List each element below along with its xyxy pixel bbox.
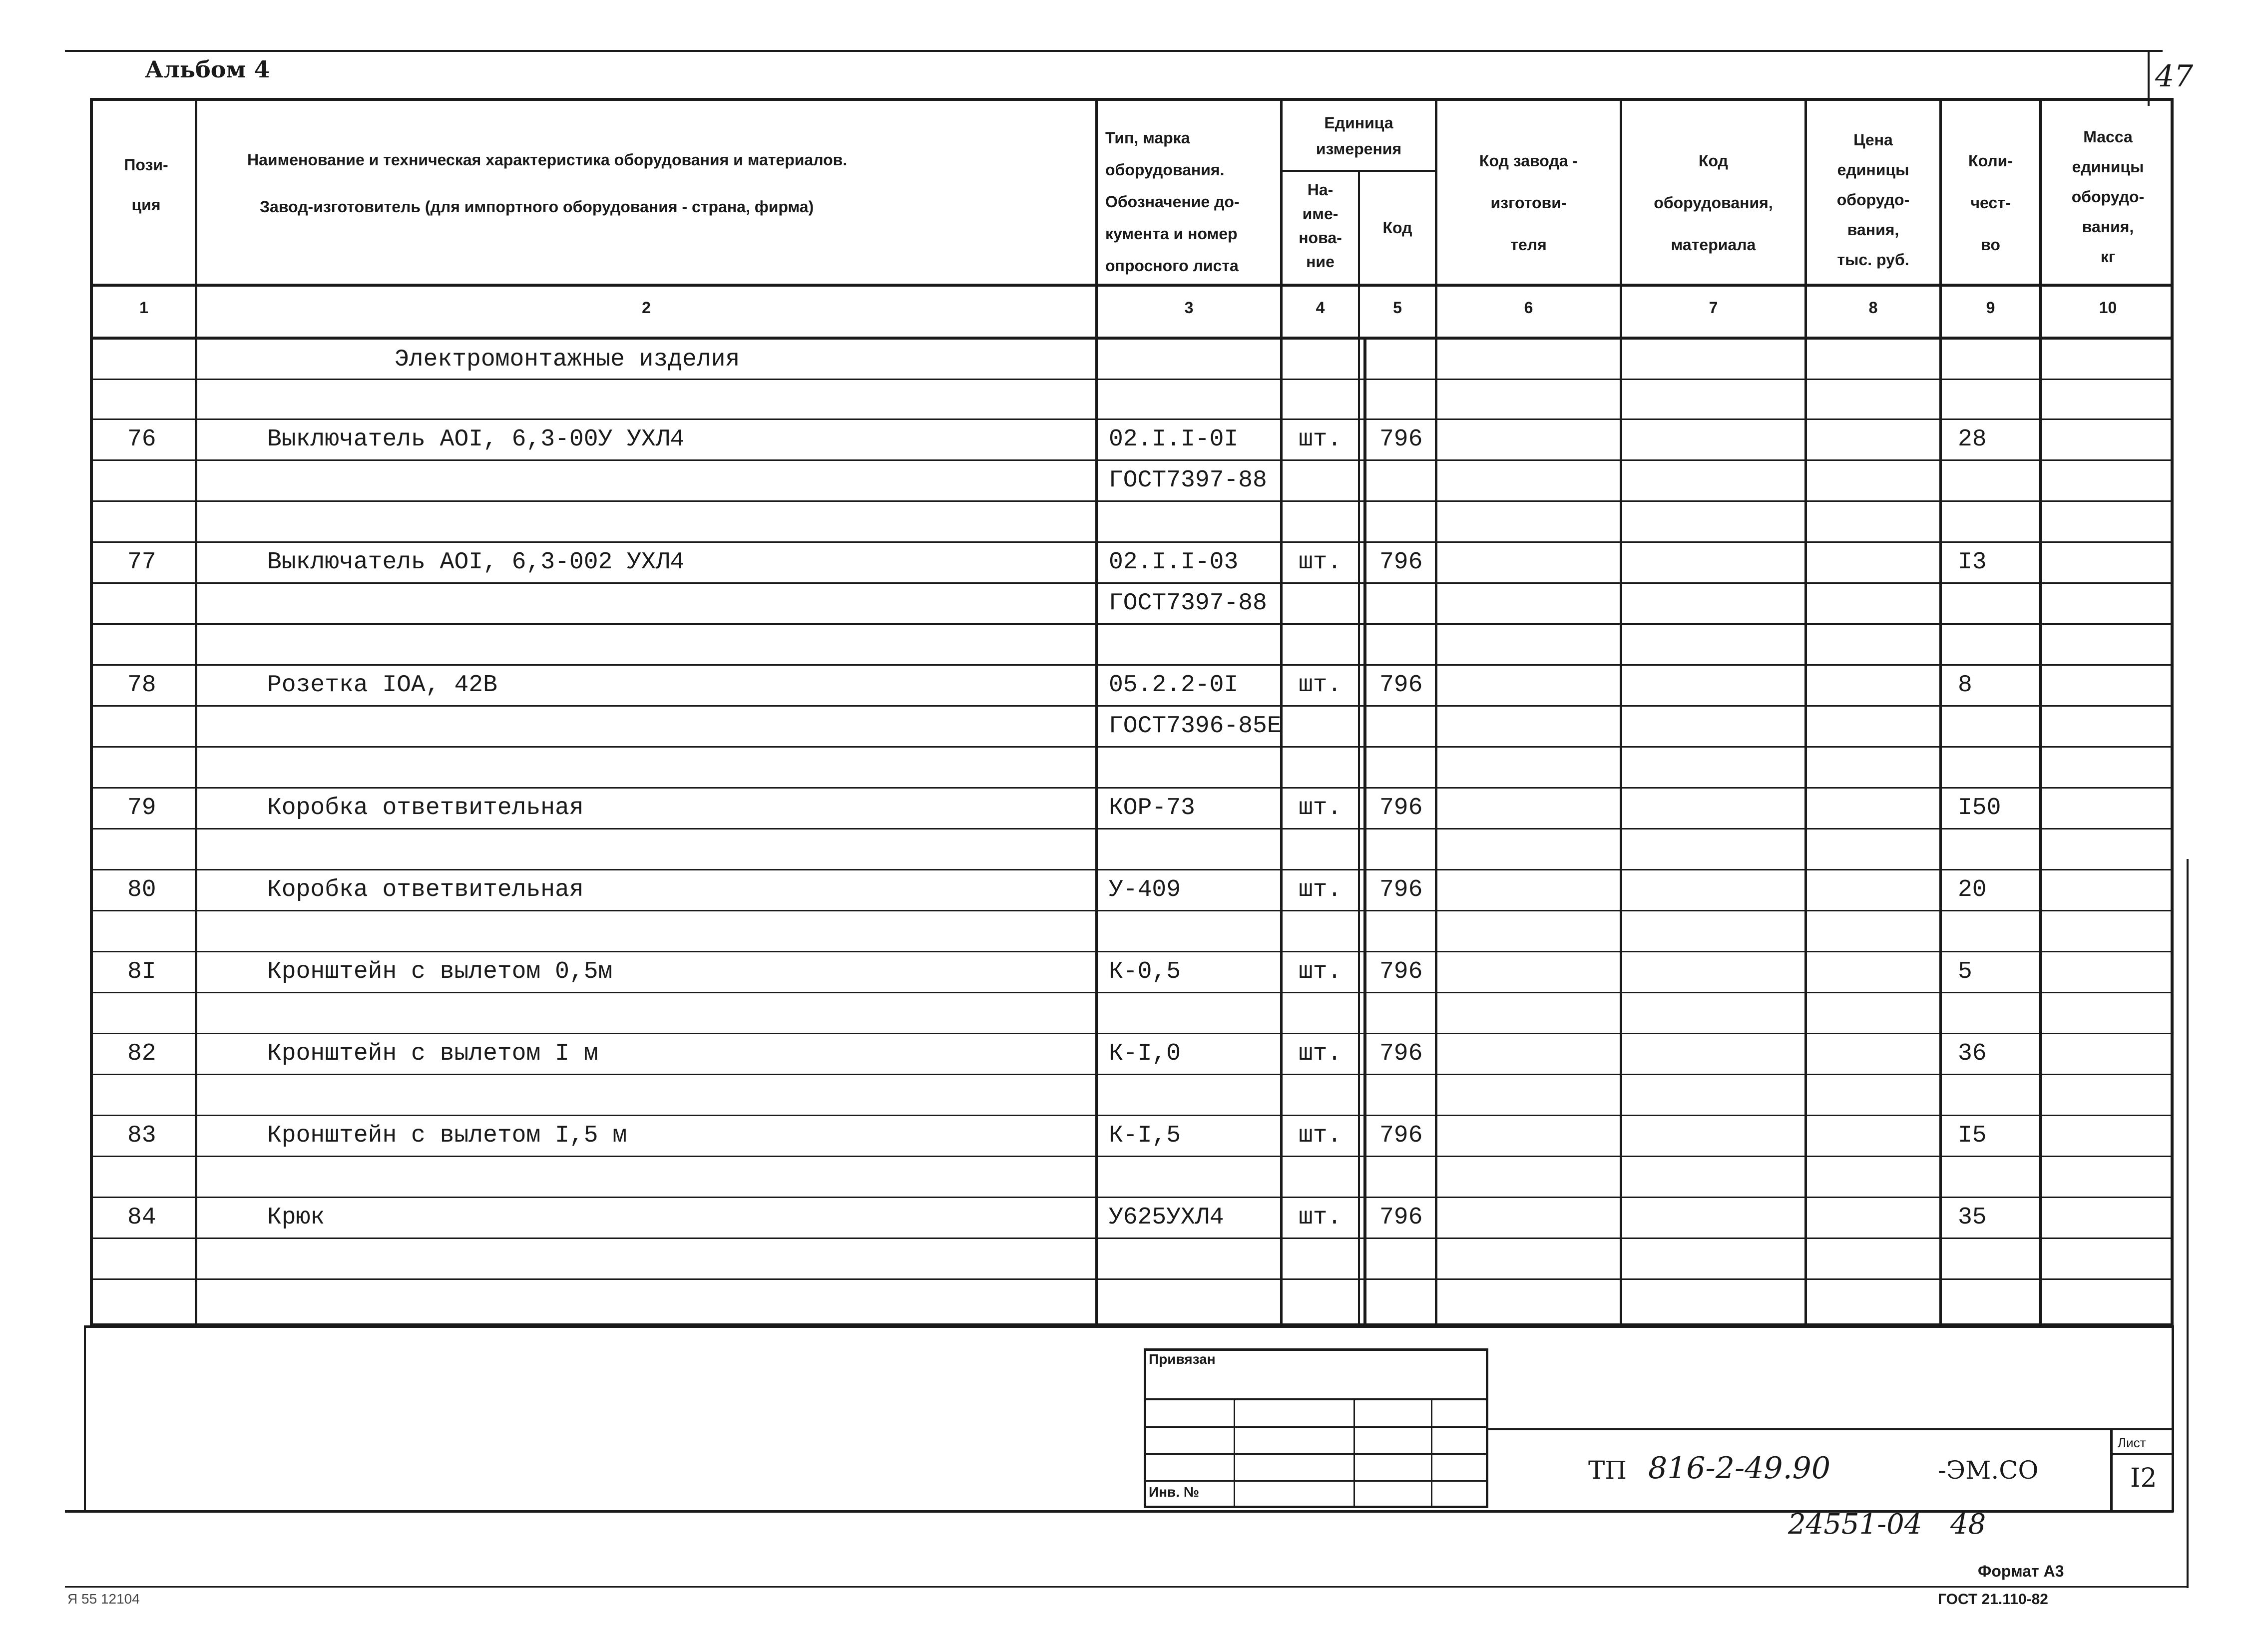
- header-col7: Код оборудования, материала: [1654, 152, 1773, 254]
- column-number: 7: [1709, 299, 1718, 317]
- row-81-pos: 8I: [127, 958, 156, 985]
- row-78-doc: ГОСТ7396-85Е: [1109, 713, 1282, 740]
- handwritten-number: 24551-04: [1788, 1508, 1922, 1541]
- row-81-code: 796: [1379, 958, 1423, 985]
- row-81-name: Кронштейн с вылетом 0,5м: [267, 958, 613, 985]
- header-col2-line1: Наименование и техническая характеристика оборудования и материалов.: [247, 151, 848, 169]
- column-number: 4: [1316, 299, 1325, 317]
- row-77-pos: 77: [127, 549, 156, 576]
- corner-page-number: 47: [2155, 59, 2194, 94]
- row-82-pos: 82: [127, 1040, 156, 1067]
- row-81-type: К-0,5: [1109, 958, 1181, 985]
- section-title: Электромонтажные изделия: [395, 346, 740, 373]
- row-84-code: 796: [1379, 1204, 1423, 1231]
- left-footer-code: Я 55 12104: [67, 1591, 140, 1607]
- row-84-name: Крюк: [267, 1204, 325, 1231]
- header-col4: На- име- нова- ние: [1299, 181, 1342, 271]
- row-77-doc: ГОСТ7397-88: [1109, 590, 1267, 617]
- row-80-unit: шт.: [1299, 876, 1342, 903]
- header-col1: Пози- ция: [124, 156, 168, 214]
- row-80-qty: 20: [1958, 876, 1987, 903]
- column-number: 1: [139, 299, 148, 317]
- row-83-pos: 83: [127, 1122, 156, 1149]
- column-number: 10: [2099, 299, 2117, 317]
- row-83-code: 796: [1379, 1122, 1423, 1149]
- row-76-doc: ГОСТ7397-88: [1109, 467, 1267, 494]
- header-unit-group: Единица измерения: [1316, 114, 1402, 158]
- row-76-code: 796: [1379, 426, 1423, 453]
- format-label: Формат А3: [1978, 1562, 2064, 1580]
- row-82-unit: шт.: [1299, 1040, 1342, 1067]
- row-76-unit: шт.: [1299, 426, 1342, 453]
- column-number: 8: [1868, 299, 1878, 317]
- row-77-type: 02.I.I-03: [1109, 549, 1239, 576]
- row-81-qty: 5: [1958, 958, 1972, 985]
- row-82-type: К-I,0: [1109, 1040, 1181, 1067]
- sheet-number: I2: [2130, 1463, 2157, 1493]
- album-label: Альбом 4: [145, 56, 270, 83]
- row-76-qty: 28: [1958, 426, 1987, 453]
- row-79-unit: шт.: [1299, 795, 1342, 822]
- handwritten-page: 48: [1950, 1508, 1986, 1541]
- row-76-type: 02.I.I-0I: [1109, 426, 1239, 453]
- document-suffix: -ЭМ.СО: [1938, 1456, 2039, 1485]
- row-82-name: Кронштейн с вылетом I м: [267, 1040, 598, 1067]
- column-number: 5: [1393, 299, 1402, 317]
- row-80-name: Коробка ответвительная: [267, 876, 584, 903]
- row-77-qty: I3: [1958, 549, 1987, 576]
- row-83-name: Кронштейн с вылетом I,5 м: [267, 1122, 627, 1149]
- row-78-pos: 78: [127, 672, 156, 699]
- header-col6: Код завода - изготови- теля: [1479, 152, 1578, 254]
- row-78-unit: шт.: [1299, 672, 1342, 699]
- row-79-type: КОР-73: [1109, 795, 1195, 822]
- row-79-pos: 79: [127, 795, 156, 822]
- tp-label: ТП: [1588, 1456, 1627, 1485]
- column-number: 2: [642, 299, 651, 317]
- row-79-code: 796: [1379, 795, 1423, 822]
- row-78-code: 796: [1379, 672, 1423, 699]
- document-code: 816-2-49.90: [1648, 1451, 1831, 1486]
- row-80-pos: 80: [127, 876, 156, 903]
- binding-label: Привязан: [1149, 1351, 1216, 1367]
- row-84-type: У625УХЛ4: [1109, 1204, 1224, 1231]
- row-84-unit: шт.: [1299, 1204, 1342, 1231]
- header-col2-line2: Завод-изготовитель (для импортного оборудования - страна, фирма): [260, 198, 814, 216]
- inventory-number-label: Инв. №: [1149, 1484, 1200, 1500]
- row-83-type: К-I,5: [1109, 1122, 1181, 1149]
- row-77-code: 796: [1379, 549, 1423, 576]
- sheet-label: Лист: [2118, 1435, 2146, 1450]
- row-79-name: Коробка ответвительная: [267, 795, 584, 822]
- column-number: 9: [1986, 299, 1995, 317]
- header-col5: Код: [1382, 219, 1412, 237]
- row-79-qty: I50: [1958, 795, 2001, 822]
- row-81-unit: шт.: [1299, 958, 1342, 985]
- column-number: 6: [1524, 299, 1533, 317]
- row-78-qty: 8: [1958, 672, 1972, 699]
- row-83-qty: I5: [1958, 1122, 1987, 1149]
- header-col8: Цена единицы оборудо- вания, тыс. руб.: [1836, 131, 1910, 269]
- row-84-qty: 35: [1958, 1204, 1987, 1231]
- row-82-code: 796: [1379, 1040, 1423, 1067]
- row-77-name: Выключатель АОI, 6,3-002 УХЛ4: [267, 549, 685, 576]
- row-78-type: 05.2.2-0I: [1109, 672, 1239, 699]
- row-76-pos: 76: [127, 426, 156, 453]
- gost-label: ГОСТ 21.110-82: [1938, 1591, 2048, 1608]
- header-col10: Масса единицы оборудо- вания, кг: [2071, 128, 2145, 266]
- row-78-name: Розетка IOA, 42B: [267, 672, 497, 699]
- row-76-name: Выключатель АОI, 6,3-00У УХЛ4: [267, 426, 685, 453]
- column-number: 3: [1184, 299, 1194, 317]
- row-77-unit: шт.: [1299, 549, 1342, 576]
- header-col9: Коли- чест- во: [1968, 152, 2013, 254]
- row-83-unit: шт.: [1299, 1122, 1342, 1149]
- row-82-qty: 36: [1958, 1040, 1987, 1067]
- row-80-code: 796: [1379, 876, 1423, 903]
- header-col3: Тип, марка оборудования. Обозначение до- кумента и номер опросного листа: [1105, 129, 1240, 275]
- row-80-type: У-409: [1109, 876, 1181, 903]
- row-84-pos: 84: [127, 1204, 156, 1231]
